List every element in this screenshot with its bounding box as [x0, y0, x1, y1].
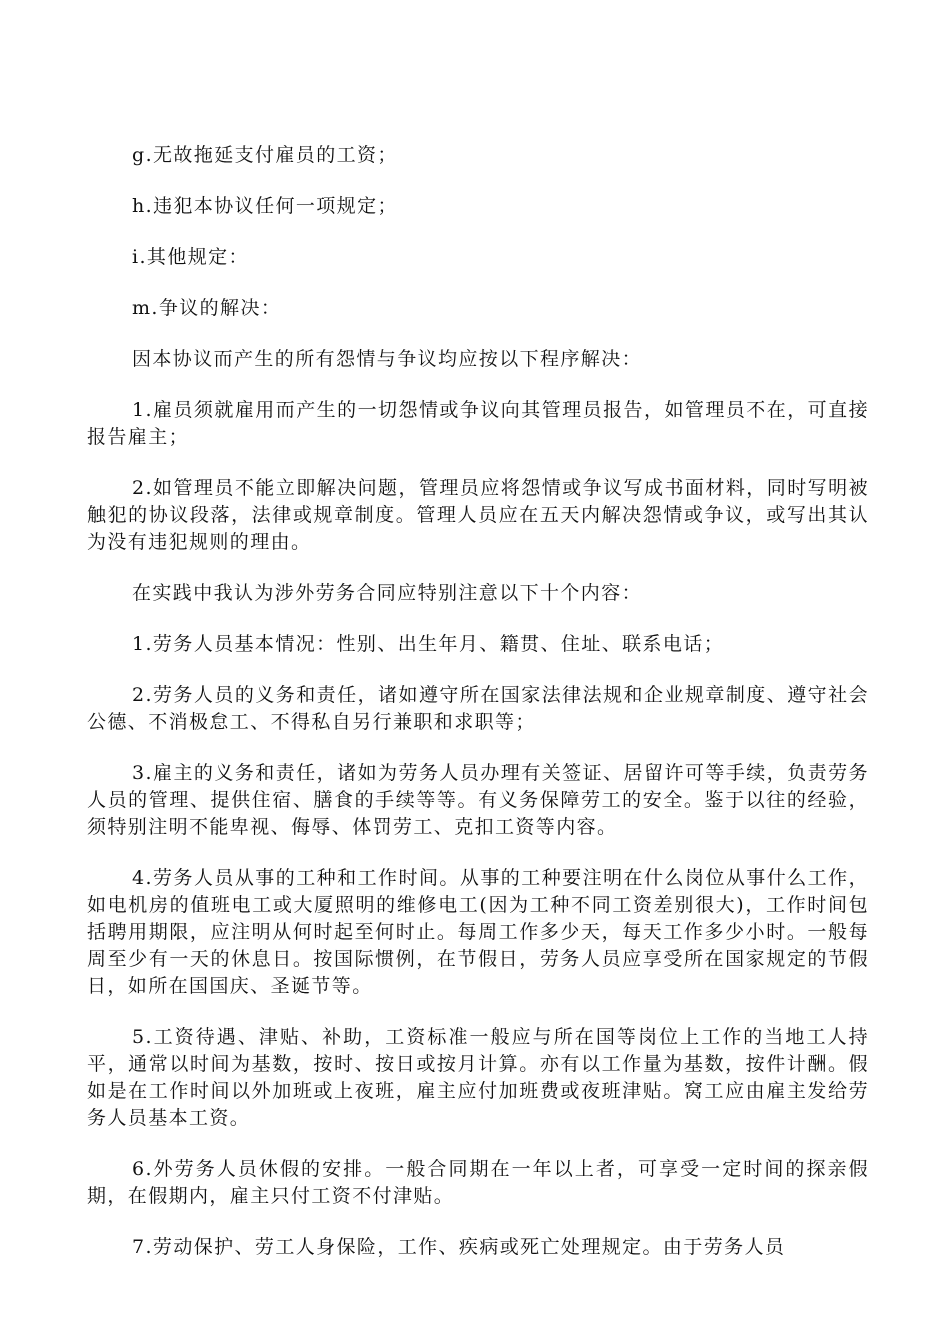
paragraph-item-5: 5.工资待遇、津贴、补助，工资标准一般应与所在国等岗位上工作的当地工人持平，通常以时间为基数，按时、按日或按月计算。亦有以工作量为基数，按件计酬。假如是在工作时间以外加班或上夜班，雇主应付加班费或夜班津贴。窝工应由雇主发给劳务人员基本工资。	[87, 1026, 869, 1129]
paragraph-contract-intro: 在实践中我认为涉外劳务合同应特别注意以下十个内容：	[132, 582, 643, 604]
paragraph-i: i.其他规定：	[132, 246, 249, 268]
document-body	[87, 142, 869, 1285]
paragraph-dispute-step-1: 1.雇员须就雇用而产生的一切怨情或争议向其管理员报告，如管理员不在，可直接报告雇主；	[87, 399, 869, 448]
paragraph-m: m.争议的解决：	[132, 297, 282, 319]
paragraph-g: g.无故拖延支付雇员的工资；	[132, 144, 398, 166]
paragraph-item-6: 6.外劳务人员休假的安排。一般合同期在一年以上者，可享受一定时间的探亲假期，在假期内，雇主只付工资不付津贴。	[87, 1158, 869, 1207]
paragraph-dispute-intro: 因本协议而产生的所有怨情与争议均应按以下程序解决：	[132, 348, 643, 370]
paragraph-item-3: 3.雇主的义务和责任，诸如为劳务人员办理有关签证、居留许可等手续，负责劳务人员的管理、提供住宿、膳食的手续等等。有义务保障劳工的安全。鉴于以往的经验，须特别注明不能卑视、侮辱、体罚劳工、克扣工资等内容。	[87, 762, 869, 838]
paragraph-h: h.违犯本协议任何一项规定；	[132, 195, 398, 217]
paragraph-item-7: 7.劳动保护、劳工人身保险，工作、疾病或死亡处理规定。由于劳务人员	[132, 1236, 786, 1258]
paragraph-item-4: 4.劳务人员从事的工种和工作时间。从事的工种要注明在什么岗位从事什么工作，如电机房的值班电工或大厦照明的维修电工(因为工种不同工资差别很大)，工作时间包括聘用期限，应注明从何时起至何时止。每周工作多少天，每天工作多少小时。一般每周至少有一天的休息日。按国际惯例，在节假日，劳务人员应享受所在国家规定的节假日，如所在国国庆、圣诞节等。	[87, 867, 869, 997]
paragraph-item-1: 1.劳务人员基本情况：性别、出生年月、籍贯、住址、联系电话；	[132, 633, 725, 655]
paragraph-item-2: 2.劳务人员的义务和责任，诸如遵守所在国家法律法规和企业规章制度、遵守社会公德、不消极怠工、不得私自另行兼职和求职等；	[87, 684, 869, 733]
paragraph-dispute-step-2: 2.如管理员不能立即解决问题，管理员应将怨情或争议写成书面材料，同时写明被触犯的协议段落，法律或规章制度。管理人员应在五天内解决怨情或争议，或写出其认为没有违犯规则的理由。	[87, 477, 869, 553]
